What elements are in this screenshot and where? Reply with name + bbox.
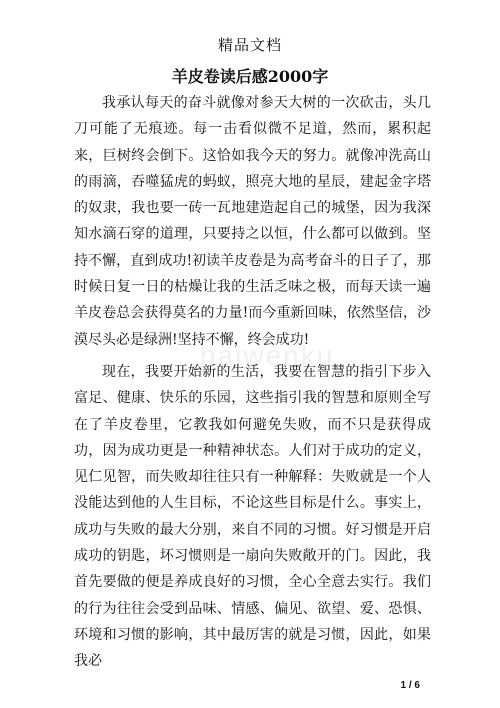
paragraph-1: 我承认每天的奋斗就像对参天大树的一次砍击，头几刀可能了无痕迹。每一击看似微不足道，然而，累积起来，巨树终会倒下。这恰如我今天的努力。就像冲洗高山的雨滴，吞噬猛虎的蚂蚁，照亮大地的星辰，建起金字塔的奴隶，我也要一砖一瓦地建造起自己的城堡，因为我深知水滴石穿的道理，只要持之以恒，什么都可以做到。坚持不懈，直到成功!初读羊皮卷是为高考奋斗的日子了，那时候日复一日的枯燥让我的生活乏味之极，而每天读一遍羊皮卷总会获得莫名的力量!而今重新回味，依然坚信，沙漠尽头必是绿洲!坚持不懈，终会成功!	[74, 95, 431, 348]
page-number: 1 / 6	[400, 680, 420, 691]
document-title: 羊皮卷读后感2000字	[171, 67, 329, 86]
document-body	[74, 90, 431, 675]
watermark: haiwenku	[200, 340, 335, 371]
paragraph-2: 现在，我要开始新的生活，我要在智慧的指引下步入富足、健康、快乐的乐园，这些指引我的智慧和原则全写在了羊皮卷里，它教我如何避免失败，而不只是获得成功，因为成功更是一种精神状态。人们对于成功的定义，见仁见智，而失败却往往只有一种解释：失败就是一个人没能达到他的人生目标，不论这些目标是什么。事实上，成功与失败的最大分别，来自不同的习惯。好习惯是开启成功的钥匙，坏习惯则是一扇向失败敞开的门。因此，我首先要做的便是养成良好的习惯，全心全意去实行。我们的行为往往会受到品味、情感、偏见、欲望、爱、恐惧、环境和习惯的影响，其中最厉害的就是习惯，因此，如果我必	[74, 363, 431, 670]
document-header: 精品文档	[217, 36, 282, 54]
